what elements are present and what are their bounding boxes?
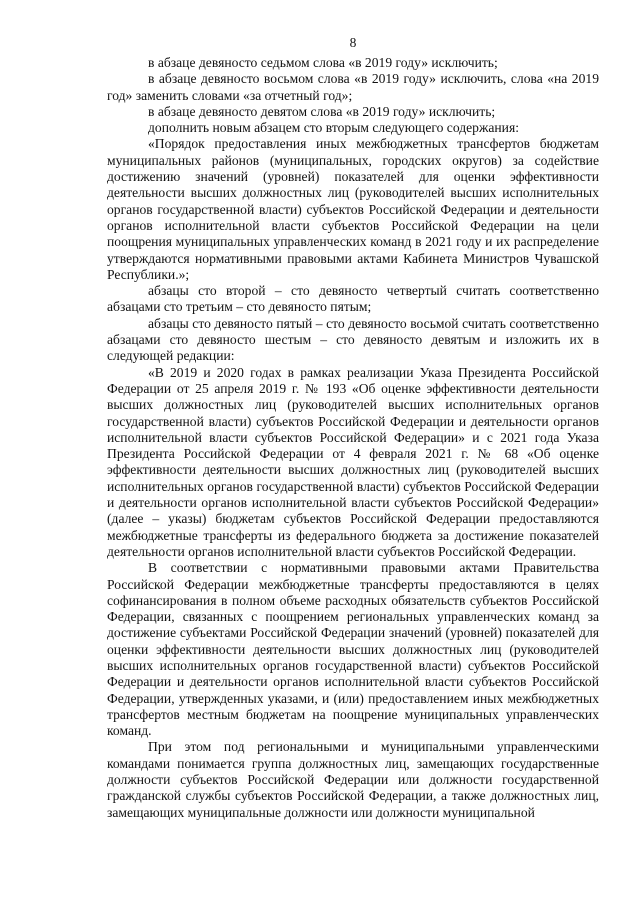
- paragraph: В соответствии с нормативными правовыми актами Правительства Российской Федерации межбюджетные трансферты предоставляются в целях софинансирования в полном объеме расходных обязательств субъектов Российской Федерации, связанных с поощрением региональных управленческих команд за достижение субъектами Российской Федерации значений (уровней) показателей для оценки эффективности деятельности высших должностных лиц (руководителей высших исполнительных органов государственной власти) субъектов Российской Федерации и деятельности органов исполнительной власти субъектов Российской Федерации, утвержденных указами, и (или) предоставлением иных межбюджетных трансфертов местным бюджетам на поощрение муниципальных управленческих команд.: [107, 560, 599, 739]
- paragraph: абзацы сто второй – сто девяносто четвертый считать соответственно абзацами сто третьим – сто девяносто пятым;: [107, 283, 599, 315]
- paragraph: в абзаце девяносто седьмом слова «в 2019 году» исключить;: [148, 55, 498, 70]
- document-body: [107, 55, 599, 821]
- paragraph: в абзаце девяносто восьмом слова «в 2019 году» исключить, слова «на 2019 год» заменить словами «за отчетный год»;: [107, 71, 599, 103]
- paragraph: «В 2019 и 2020 годах в рамках реализации Указа Президента Российской Федерации от 25 апреля 2019 г. № 193 «Об оценке эффективности деятельности высших должностных лиц (руководителей высших исполнительных органов государственной власти) субъектов Российской Федерации и деятельности органов исполнительной власти субъектов Российской Федерации» и с 2021 года Указа Президента Российской Федерации от 4 февраля 2021 г. № 68 «Об оценке эффективности деятельности высших должностных лиц (руководителей высших исполнительных органов государственной власти) субъектов Российской Федерации и деятельности органов исполнительной власти субъектов Российской Федерации» (далее – указы) бюджетам субъектов Российской Федерации предоставляются межбюджетные трансферты из федерального бюджета за достижение показателей деятельности органов исполнительной власти субъектов Российской Федерации.: [107, 364, 599, 559]
- page-number: 8: [349, 35, 357, 50]
- paragraph: в абзаце девяносто девятом слова «в 2019 году» исключить;: [148, 103, 496, 119]
- paragraph: дополнить новым абзацем сто вторым следующего содержания:: [148, 120, 519, 136]
- paragraph: «Порядок предоставления иных межбюджетных трансфертов бюджетам муниципальных районов (муниципальных, городских округов) за содействие достижению значений (уровней) показателей для оценки эффективности деятельности высших должностных лиц (руководителей высших исполнительных органов государственной власти) субъектов Российской Федерации и деятельности органов исполнительной власти субъектов Российской Федерации на цели поощрения муниципальных управленческих команд в 2021 году и их распределение утверждаются нормативными правовыми актами Кабинета Министров Чувашской Республики.»;: [107, 136, 599, 282]
- paragraph: абзацы сто девяносто пятый – сто девяносто восьмой считать соответственно абзацами сто девяносто шестым – сто девяносто девятым и изложить их в следующей редакции:: [107, 315, 599, 364]
- paragraph: При этом под региональными и муниципальными управленческими командами понимается группа должностных лиц, замещающих государственные должности субъектов Российской Федерации или должности государственной гражданской службы субъектов Российской Федерации, а также должностных лиц, замещающих муниципальные должности или должности муниципальной: [107, 739, 599, 820]
